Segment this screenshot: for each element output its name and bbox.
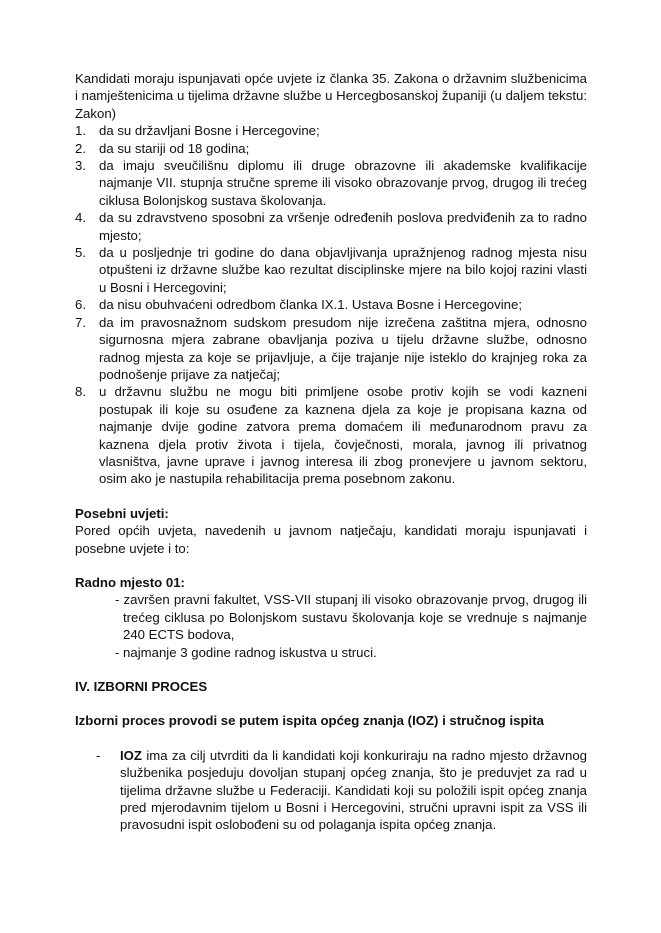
ioz-description: ima za cilj utvrditi da li kandidati koji konkuriraju na radno mjesto državnog službenika posjeduju dovoljan stupanj općeg znanja, što je preduvjet za rad u tijelima državne službe u Federaciji. Kandidati koji su položili ispit općeg znanja pred mjerodavnim tijelom u Bosni i Hercegovini, stručni upravni ispit za VSS ili pravosudni ispit oslobođeni su od polaganja ispita općeg znanja. [120, 747, 587, 833]
ioz-list [75, 747, 587, 834]
general-requirements-list [75, 122, 587, 488]
list-item-text: da su državljani Bosne i Hercegovine; [99, 123, 320, 139]
list-item [115, 644, 587, 661]
list-number: 1. [75, 123, 86, 139]
list-item [75, 209, 587, 244]
list-item-text: da su stariji od 18 godina; [99, 140, 250, 156]
list-item-text: da u posljednje tri godine do dana objavljivanja upražnjenog radnog mjesta nisu otpušteni iz državne službe kao rezultat disciplinske mjere na bilo kojoj razini vlasti u Bosni i Hercegovini; [99, 245, 587, 295]
list-number: 6. [75, 297, 86, 313]
list-item [75, 157, 587, 209]
list-item [75, 383, 587, 487]
position-requirements-list [75, 591, 587, 661]
spacer [75, 557, 587, 574]
spacer [75, 695, 587, 712]
ioz-term: IOZ [120, 747, 142, 763]
list-item [115, 591, 587, 643]
list-number: 4. [75, 210, 86, 226]
spacer [75, 661, 587, 678]
position-heading: Radno mjesto 01: [75, 574, 185, 590]
list-item [75, 244, 587, 296]
list-item-text: da im pravosnažnom sudskom presudom nije izrečena zaštitna mjera, odnosno sigurnosna mjera zabrane obavljanja poziva u tijelu državne službe, odnosno radnog mjesta za koje se prijavljuje, a čije trajanje nije isteklo do krajnjeg roka za podnošenje prijave za natječaj; [99, 314, 587, 382]
spacer [75, 730, 587, 747]
intro-paragraph: Kandidati moraju ispunjavati opće uvjete iz članka 35. Zakona o državnim službenicima i namještenicima u tijelima državne službe u Hercegbosanskoj županiji (u daljem tekstu: Zakon) [75, 71, 587, 121]
list-number: 7. [75, 314, 86, 330]
document-page [75, 70, 587, 834]
list-item [75, 140, 587, 157]
section-subtitle: Izborni proces provodi se putem ispita općeg znanja (IOZ) i stručnog ispita [75, 713, 544, 729]
list-item-text: - najmanje 3 godine radnog iskustva u struci. [115, 644, 377, 660]
bullet-dash: - [96, 747, 101, 763]
section-title: IV. IZBORNI PROCES [75, 679, 208, 694]
list-item [75, 314, 587, 384]
list-item-text: - završen pravni fakultet, VSS-VII stupanj ili visoko obrazovanje prvog, drugog ili trećeg ciklusa po Bolonjskom sustavu školovanja koje se vrednuje s najmanje 240 ECTS bodova, [115, 592, 587, 643]
list-item-text: da nisu obuhvaćeni odredbom članka IX.1. Ustava Bosne i Hercegovine; [99, 297, 522, 313]
list-number: 5. [75, 245, 86, 261]
list-number: 3. [75, 158, 86, 174]
special-conditions-heading: Posebni uvjeti: [75, 505, 169, 521]
list-item [96, 747, 587, 834]
list-item-text: u državnu službu ne mogu biti primljene osobe protiv kojih se vodi kazneni postupak ili koje su osuđene za kaznena djela za koje je propisana kazna od najmanje dvije godine zatvora prema domaćem ili međunarodnom pravu za kaznena djela protiv života i tijela, čovječnosti, morala, javnog ili privatnog vlasništva, javne uprave i javnog interesa ili zbog pronevjere u javnom sektoru, osim ako je nastupila rehabilitacija prema posebnom zakonu. [99, 384, 587, 487]
special-conditions-text: Pored općih uvjeta, navedenih u javnom natječaju, kandidati moraju ispunjavati i posebne uvjete i to: [75, 523, 587, 556]
list-number: 2. [75, 140, 86, 156]
list-item [75, 122, 587, 139]
list-item [75, 296, 587, 313]
list-item-text: da su zdravstveno sposobni za vršenje određenih poslova predviđenih za to radno mjesto; [99, 210, 587, 243]
spacer [75, 488, 587, 505]
list-item-text: da imaju sveučilišnu diplomu ili druge obrazovne ili akademske kvalifikacije najmanje VII. stupnja stručne spreme ili visoko obrazovanje prvog, drugog ili trećeg ciklusa Bolonjskog sustava školovanja. [99, 158, 587, 208]
list-number: 8. [75, 384, 86, 400]
